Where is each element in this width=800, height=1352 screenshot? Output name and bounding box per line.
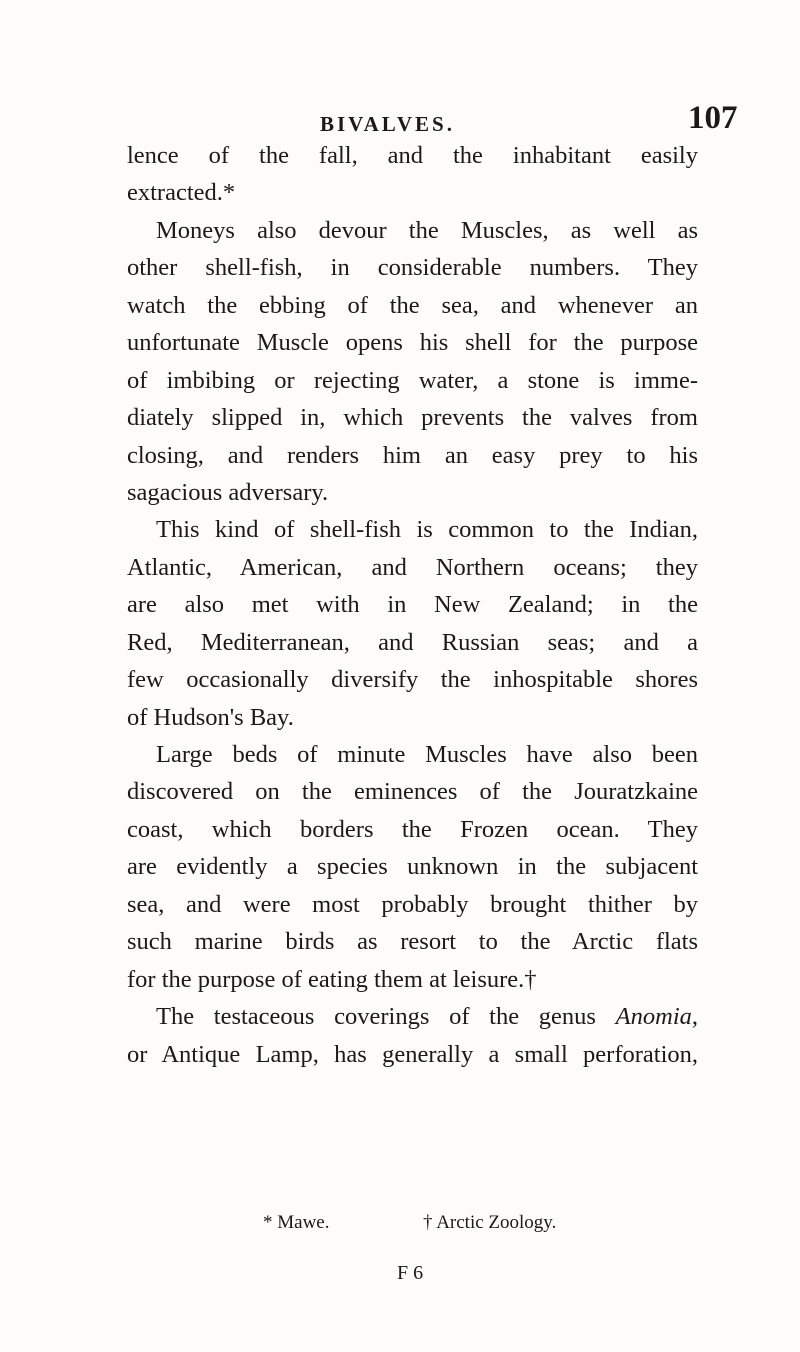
text-line: diately slipped in, which prevents the valves from: [127, 404, 698, 432]
text-line: or Antique Lamp, has generally a small perforation,: [127, 1040, 698, 1068]
text-line: other shell-fish, in considerable numbers. They: [127, 254, 698, 282]
text-line: sagacious adversary.: [127, 478, 329, 506]
text-line: closing, and renders him an easy prey to his: [127, 441, 698, 469]
text-line: are also met with in New Zealand; in the: [127, 591, 698, 619]
text-line: of imbibing or rejecting water, a stone is imme-: [127, 366, 698, 394]
running-title: BIVALVES.: [320, 112, 455, 136]
signature-mark: F 6: [397, 1262, 424, 1284]
text-line: coast, which borders the Frozen ocean. They: [127, 815, 698, 843]
body-text: [127, 137, 698, 1073]
text-line: such marine birds as resort to the Arctic flats: [127, 928, 698, 956]
text-line: unfortunate Muscle opens his shell for the purpose: [127, 329, 698, 357]
footnotes: [0, 1212, 800, 1242]
text-line: lence of the fall, and the inhabitant easily: [127, 142, 698, 169]
footnote-mawe: * Mawe.: [263, 1212, 330, 1233]
page-header: [0, 100, 800, 140]
text-line: discovered on the eminences of the Jouratzkaine: [127, 778, 698, 806]
footnote-arctic-zoology: † Arctic Zoology.: [423, 1212, 557, 1233]
text-line: [127, 998, 698, 1035]
text-line: Atlantic, American, and Northern oceans; they: [127, 553, 698, 581]
text-line: Moneys also devour the Muscles, as well as: [156, 216, 698, 244]
text-line: Red, Mediterranean, and Russian seas; and a: [127, 628, 698, 656]
text-line: of Hudson's Bay.: [127, 703, 294, 731]
genus-name: Anomia: [615, 1003, 692, 1031]
text-line: extracted.*: [127, 179, 236, 207]
text-line: for the purpose of eating them at leisure.†: [127, 965, 537, 993]
text-line: sea, and were most probably brought thither by: [127, 890, 698, 918]
text-line: few occasionally diversify the inhospitable shores: [127, 666, 698, 694]
text-line: Large beds of minute Muscles have also been: [156, 741, 698, 768]
text-run: ,: [691, 1003, 698, 1031]
text-line: watch the ebbing of the sea, and whenever an: [127, 291, 698, 319]
text-line: are evidently a species unknown in the subjacent: [127, 853, 698, 881]
text-run: The testaceous coverings of the genus: [156, 1003, 616, 1031]
page-number: 107: [688, 100, 738, 136]
text-line: This kind of shell-fish is common to the Indian,: [156, 516, 698, 544]
